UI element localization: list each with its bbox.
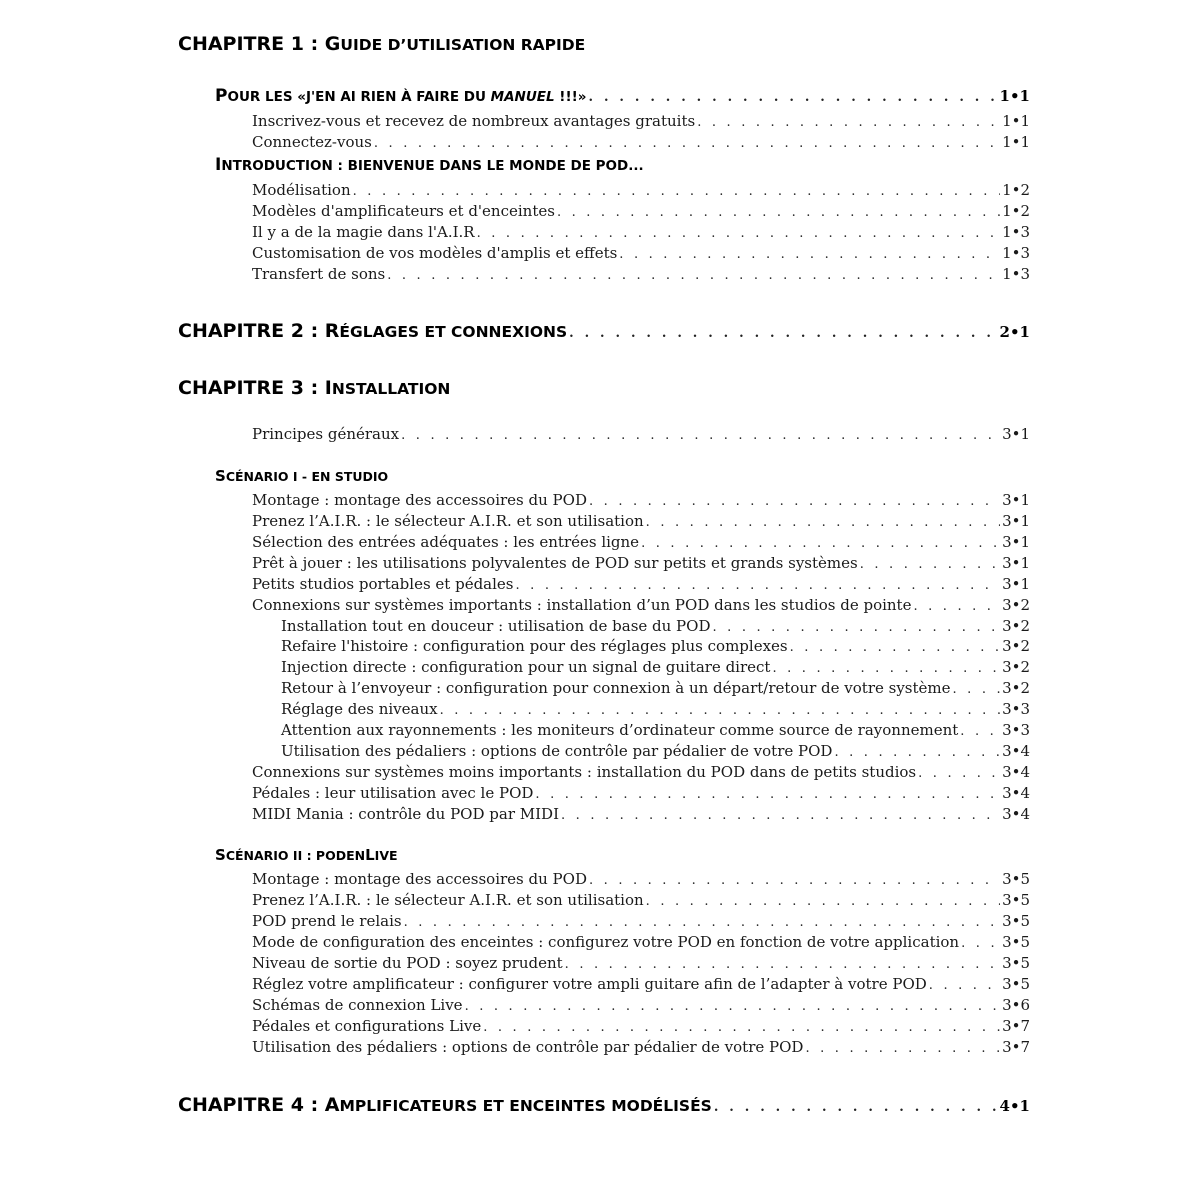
chapter-2-heading: CHAPITRE 2 : RÉGLAGES ET CONNEXIONS . . . 2•1 <box>178 320 1030 342</box>
toc-entry: Connexions sur systèmes moins importants : installation du POD dans de petits studios . . . 3•4 <box>252 763 1030 781</box>
toc-entry: Schémas de connexion Live . . . 3•6 <box>252 996 1030 1014</box>
section-quickstart-title: POUR LES «J'EN AI RIEN À FAIRE DU MANUEL !!!» <box>215 86 587 106</box>
chapter-1-heading <box>178 33 585 55</box>
toc-entry: Attention aux rayonnements : les moniteurs d’ordinateur comme source de rayonnement . . . 3•3 <box>281 721 1030 739</box>
toc-entry: Niveau de sortie du POD : soyez prudent . . . 3•5 <box>252 954 1030 972</box>
toc-entry: Montage : montage des accessoires du POD . . . 3•1 <box>252 491 1030 509</box>
toc-entry: Prêt à jouer : les utilisations polyvalentes de POD sur petits et grands systèmes . . . 3•1 <box>252 554 1030 572</box>
toc-entry: Modélisation . . . 1•2 <box>252 181 1030 199</box>
scenario-2-heading: S CÉNARIO II : POD EN L IVE <box>215 846 398 864</box>
toc-entry: MIDI Mania : contrôle du POD par MIDI . . . 3•4 <box>252 805 1030 823</box>
dot-leader <box>589 90 998 105</box>
toc-entry: Injection directe : configuration pour un signal de guitare direct . . . 3•2 <box>281 658 1030 676</box>
toc-entry: Réglez votre amplificateur : configurer votre ampli guitare afin de l’adapter à votre POD . . . 3•5 <box>252 975 1030 993</box>
toc-entry: POD prend le relais . . . 3•5 <box>252 912 1030 930</box>
toc-entry: Retour à l’envoyeur : configuration pour connexion à un départ/retour de votre système . . . 3•2 <box>281 679 1030 697</box>
toc-entry: Modèles d'amplificateurs et d'enceintes . . . 1•2 <box>252 202 1030 220</box>
toc-entry: Petits studios portables et pédales . . . 3•1 <box>252 575 1030 593</box>
toc-entry: Connectez-vous . . . 1•1 <box>252 133 1030 151</box>
chapter-4-heading: CHAPITRE 4 : AMPLIFICATEURS ET ENCEINTES MODÉLISÉS . . . 4•1 <box>178 1094 1030 1116</box>
toc-entry: Mode de configuration des enceintes : configurez votre POD en fonction de votre application . . . 3•5 <box>252 933 1030 951</box>
toc-entry: Installation tout en douceur : utilisation de base du POD . . . 3•2 <box>281 617 1030 635</box>
chapter-3-heading: CHAPITRE 3 : I NSTALLATION <box>178 377 451 399</box>
scenario-1-heading: S CÉNARIO I - E N STUDIO <box>215 467 389 485</box>
toc-entry: Prenez l’A.I.R. : le sélecteur A.I.R. et son utilisation . . . 3•1 <box>252 512 1030 530</box>
chapter-1-title-rest: UIDE D’UTILISATION RAPIDE <box>340 36 586 54</box>
toc-entry: Utilisation des pédaliers : options de contrôle par pédalier de votre POD . . . 3•7 <box>252 1038 1030 1056</box>
section-introduction: I NTRODUCTION : B IENVENUE DANS LE MONDE DE POD... <box>215 155 644 175</box>
toc-entry: Transfert de sons . . . 1•3 <box>252 265 1030 283</box>
toc-entry: Sélection des entrées adéquates : les entrées ligne . . . 3•1 <box>252 533 1030 551</box>
toc-entry: Utilisation des pédaliers : options de contrôle par pédalier de votre POD . . . 3•4 <box>281 742 1030 760</box>
toc-entry: Inscrivez-vous et recevez de nombreux avantages gratuits . . . 1•1 <box>252 112 1030 130</box>
toc-entry: Customisation de vos modèles d'amplis et effets . . . 1•3 <box>252 244 1030 262</box>
chapter-1-title-lead: CHAPITRE 1 : G <box>178 33 341 55</box>
toc-entry: Réglage des niveaux . . . 3•3 <box>281 700 1030 718</box>
toc-entry: Il y a de la magie dans l'A.I.R . . . 1•3 <box>252 223 1030 241</box>
page-number: 1•1 <box>999 87 1030 105</box>
toc-entry: Refaire l'histoire : configuration pour des réglages plus complexes . . . 3•2 <box>281 637 1030 655</box>
toc-entry: Principes généraux . . . 3•1 <box>252 425 1030 443</box>
toc-entry: Prenez l’A.I.R. : le sélecteur A.I.R. et son utilisation . . . 3•5 <box>252 891 1030 909</box>
section-quickstart <box>215 86 1030 106</box>
toc-entry: Montage : montage des accessoires du POD . . . 3•5 <box>252 870 1030 888</box>
toc-entry: Pédales : leur utilisation avec le POD . . . 3•4 <box>252 784 1030 802</box>
toc-entry: Pédales et configurations Live . . . 3•7 <box>252 1017 1030 1035</box>
toc-entry: Connexions sur systèmes importants : installation d’un POD dans les studios de pointe . . . 3•2 <box>252 596 1030 614</box>
